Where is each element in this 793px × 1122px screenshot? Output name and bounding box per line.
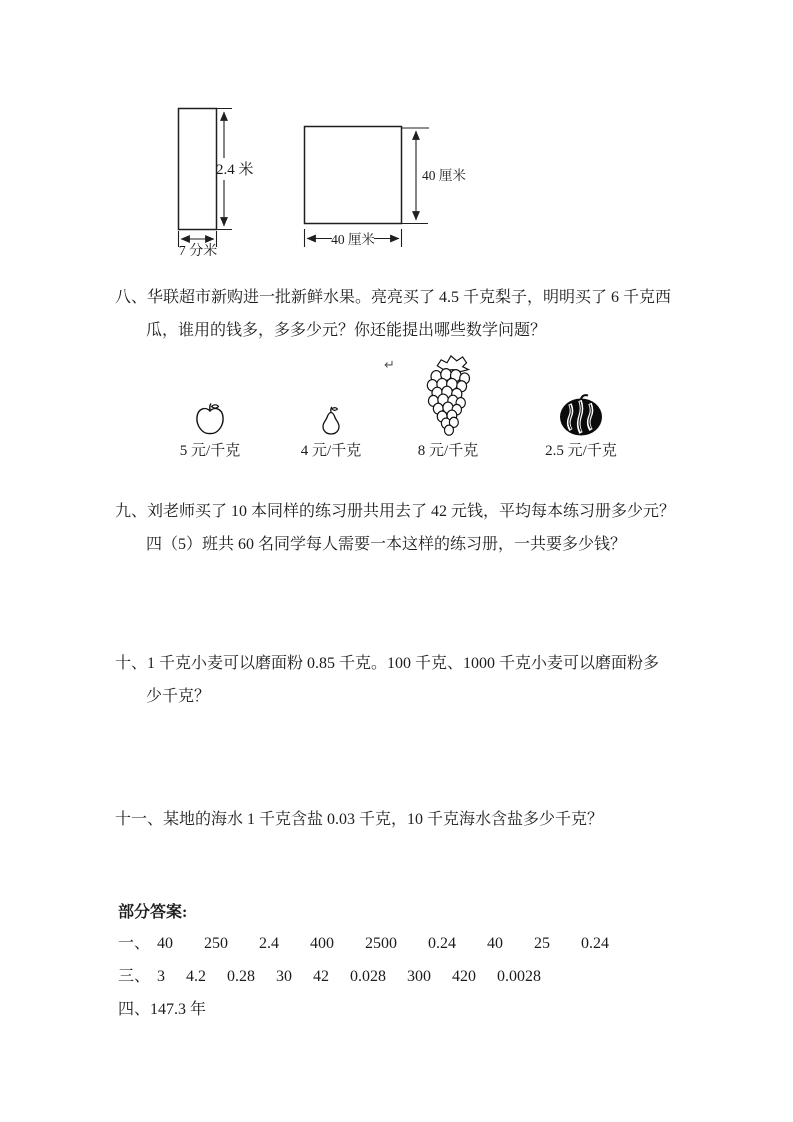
- answer-row-4: 四、147.3 年: [118, 1001, 207, 1018]
- answer-value: 0.28: [227, 968, 256, 985]
- answer-row-label: 一、: [118, 935, 151, 952]
- watermelon-icon: [557, 394, 605, 436]
- question-10-line-2: 少千克？: [146, 688, 211, 705]
- answer-value: 42: [313, 968, 330, 985]
- apple-icon: [194, 402, 226, 436]
- answer-value: 420: [452, 968, 477, 985]
- answer-value: 0.24: [581, 935, 610, 952]
- answer-value: 40: [487, 935, 504, 952]
- rect-height-label: 2.4 米: [216, 162, 254, 178]
- fruit-price-label: 2.5 元/千克: [545, 443, 617, 459]
- answer-value: 4.2: [186, 968, 207, 985]
- answer-row-values: [157, 967, 541, 986]
- grapes-icon: [423, 354, 473, 436]
- answers-heading: 部分答案:: [118, 904, 188, 921]
- answer-value: 2.4: [259, 935, 280, 952]
- question-8-line-1: 八、华联超市新购进一批新鲜水果。亮亮买了 4.5 千克梨子，明明买了 6 千克西: [115, 289, 672, 306]
- square-right-label: 40 厘米: [422, 168, 466, 183]
- answer-value: 0.028: [350, 968, 387, 985]
- answer-value: 30: [276, 968, 293, 985]
- pear-icon: [321, 406, 341, 436]
- fruit-price-label: 4 元/千克: [300, 443, 362, 459]
- answer-value: 2500: [365, 935, 398, 952]
- answer-value: 250: [204, 935, 229, 952]
- answer-row-values: [157, 934, 609, 953]
- paragraph-mark-icon: ↵: [384, 358, 395, 373]
- answer-row-3: [118, 967, 541, 986]
- answer-value: 300: [407, 968, 432, 985]
- rect-width-label: 7 分米: [178, 244, 218, 259]
- fruit-item-grapes: [388, 348, 508, 460]
- question-9-line-2: 四（5）班共 60 名同学每人需要一本这样的练习册，一共要多少钱？: [146, 536, 627, 553]
- answer-value: 400: [310, 935, 335, 952]
- geometry-figures: [170, 100, 470, 265]
- square-shape: [305, 127, 402, 224]
- question-8-line-2: 瓜，谁用的钱多，多多少元？你还能提出哪些数学问题？: [146, 322, 547, 339]
- answer-row-label: 三、: [118, 968, 151, 985]
- question-10-line-1: 十、1 千克小麦可以磨面粉 0.85 千克。100 千克、1000 千克小麦可以磨面粉多: [115, 655, 660, 672]
- answer-value: 25: [534, 935, 551, 952]
- rectangle-shape: [179, 109, 217, 230]
- answer-row-1: [118, 934, 609, 953]
- answer-value: 0.0028: [497, 968, 542, 985]
- fruit-price-label: 5 元/千克: [179, 443, 241, 459]
- answer-value: 3: [157, 968, 166, 985]
- answer-value: 40: [157, 935, 174, 952]
- fruit-item-pear: [271, 348, 391, 460]
- question-11-line-1: 十一、某地的海水 1 千克含盐 0.03 千克，10 千克海水含盐多少千克？: [115, 811, 604, 828]
- fruit-item-watermelon: [521, 348, 641, 460]
- answer-value: 0.24: [428, 935, 457, 952]
- fruit-price-label: 8 元/千克: [417, 443, 479, 459]
- fruit-item-apple: [150, 348, 270, 460]
- square-bottom-label: 40 厘米: [331, 232, 375, 247]
- question-9-line-1: 九、刘老师买了 10 本同样的练习册共用去了 42 元钱，平均每本练习册多少元？: [115, 503, 676, 520]
